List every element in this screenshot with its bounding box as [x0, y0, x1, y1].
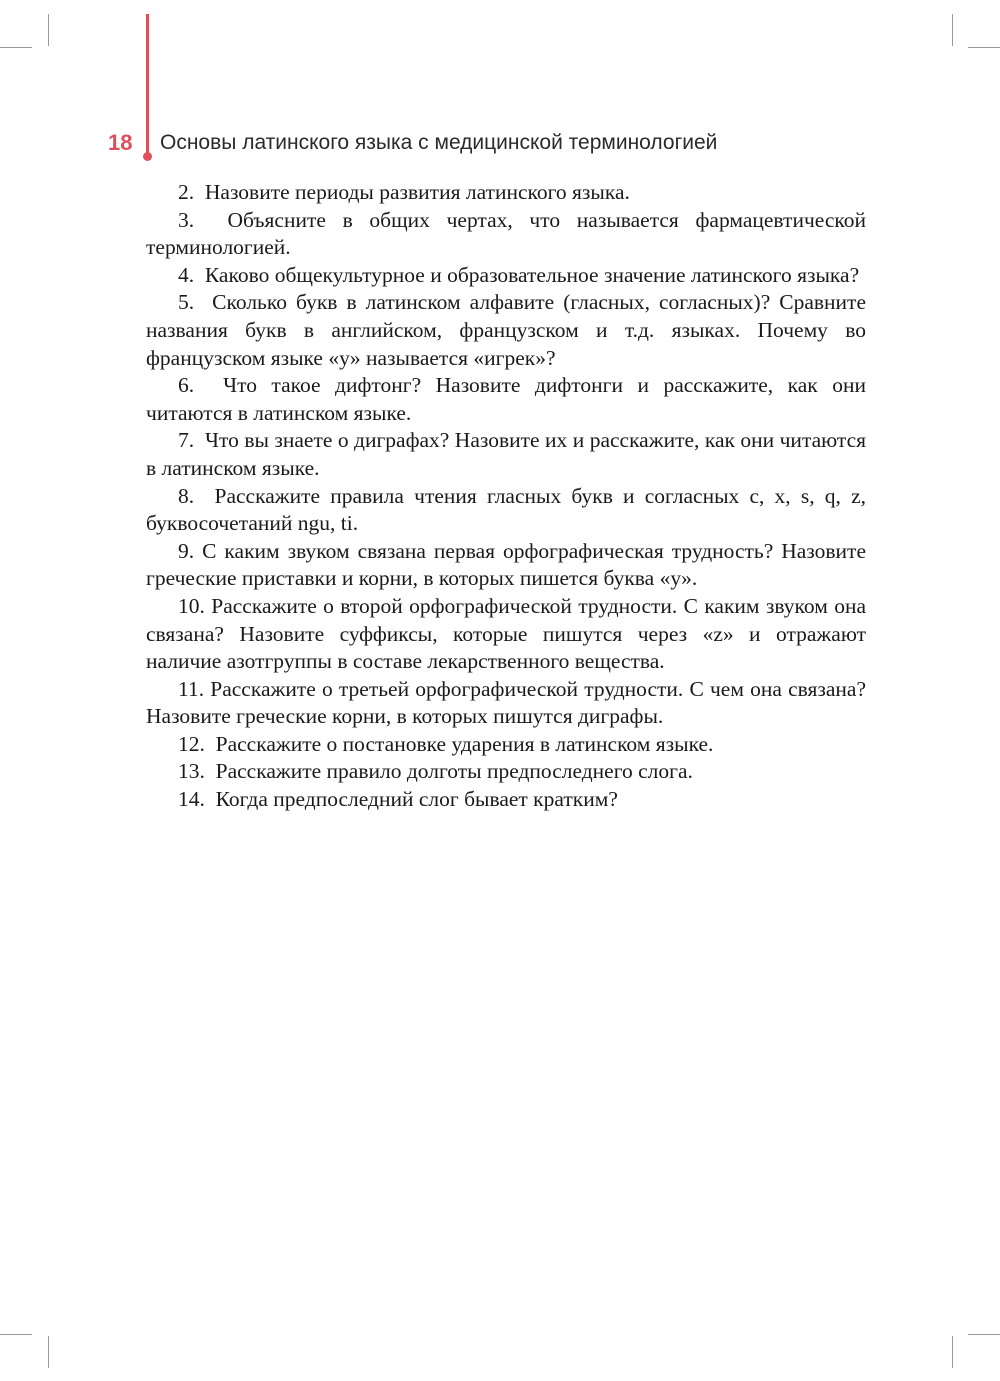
- question-number: 12.: [178, 731, 205, 756]
- question-text: Объясните в общих чертах, что называется фармацевтической терминологией.: [146, 207, 866, 260]
- question-item: [146, 372, 866, 427]
- question-list: [146, 179, 866, 814]
- header-accent-dot: [143, 152, 152, 161]
- question-number: 5.: [178, 290, 195, 315]
- question-text: Что такое дифтонг? Назовите дифтонги и расскажите, как они читаются в латинском языке.: [146, 373, 867, 425]
- question-number: 10.: [178, 593, 205, 618]
- question-item: [146, 593, 866, 676]
- question-number: 6.: [178, 373, 195, 398]
- page-number: 18: [108, 130, 133, 155]
- question-item: [146, 538, 866, 593]
- question-item: [146, 786, 866, 814]
- question-item: [146, 427, 866, 482]
- question-text: Что вы знаете о диграфах? Назовите их и расскажите, как они читаются в латинском языке.: [146, 428, 867, 480]
- crop-mark-bottom-right-v: [952, 1336, 953, 1368]
- header-accent-line: [146, 14, 149, 154]
- question-item: [146, 758, 866, 786]
- crop-mark-bottom-right-h: [968, 1334, 1000, 1335]
- question-text: Расскажите о постановке ударения в латинском языке.: [215, 731, 714, 756]
- crop-mark-top-left-v: [48, 14, 49, 46]
- crop-mark-top-right-v: [952, 14, 953, 46]
- crop-mark-top-left-h: [0, 47, 32, 48]
- question-text: Сколько букв в латинском алфавите (гласных, согласных)? Сравните названия букв в английском, французском и т.д. языках. Почему во французском языке «y» называется «игрек»?: [146, 290, 866, 370]
- question-text: Каково общекультурное и образовательное значение латинского языка?: [204, 262, 860, 287]
- question-item: [146, 207, 866, 262]
- crop-mark-bottom-left-h: [0, 1334, 32, 1335]
- question-item: [146, 262, 866, 290]
- question-text: Расскажите о третьей орфографической трудности. С чем она связана? Назовите греческие корни, в которых пишутся диграфы.: [146, 676, 866, 729]
- crop-mark-bottom-left-v: [48, 1336, 49, 1368]
- question-item: [146, 483, 866, 538]
- running-title: Основы латинского языка с медицинской терминологией: [160, 131, 718, 154]
- question-text: Когда предпоследний слог бывает кратким?: [215, 787, 618, 812]
- question-item: [146, 676, 866, 731]
- question-text: Расскажите правило долготы предпоследнего слога.: [215, 759, 693, 784]
- question-text: Расскажите правила чтения гласных букв и согласных c, x, s, q, z, буквосочетаний ngu, ti.: [146, 483, 867, 536]
- question-number: 2.: [178, 180, 195, 204]
- question-text: С каким звуком связана первая орфографическая трудность? Назовите греческие приставки и корни, в которых пишется буква «y».: [146, 538, 866, 591]
- question-text: Назовите периоды развития латинского языка.: [204, 180, 630, 204]
- question-number: 3.: [178, 207, 195, 232]
- question-number: 7.: [178, 428, 195, 453]
- question-number: 8.: [178, 483, 195, 508]
- question-text: Расскажите о второй орфографической трудности. С каким звуком она связана? Назовите суффиксы, которые пишутся через «z» и отражают наличие азотгруппы в составе лекарственного вещества.: [146, 593, 866, 674]
- question-number: 4.: [178, 262, 195, 287]
- question-item: [146, 289, 866, 372]
- question-item: [146, 731, 866, 759]
- question-item: [146, 179, 866, 207]
- question-number: 13.: [178, 759, 205, 784]
- question-number: 11.: [178, 676, 205, 701]
- question-number: 14.: [178, 787, 205, 812]
- crop-mark-top-right-h: [968, 47, 1000, 48]
- question-number: 9.: [178, 538, 195, 563]
